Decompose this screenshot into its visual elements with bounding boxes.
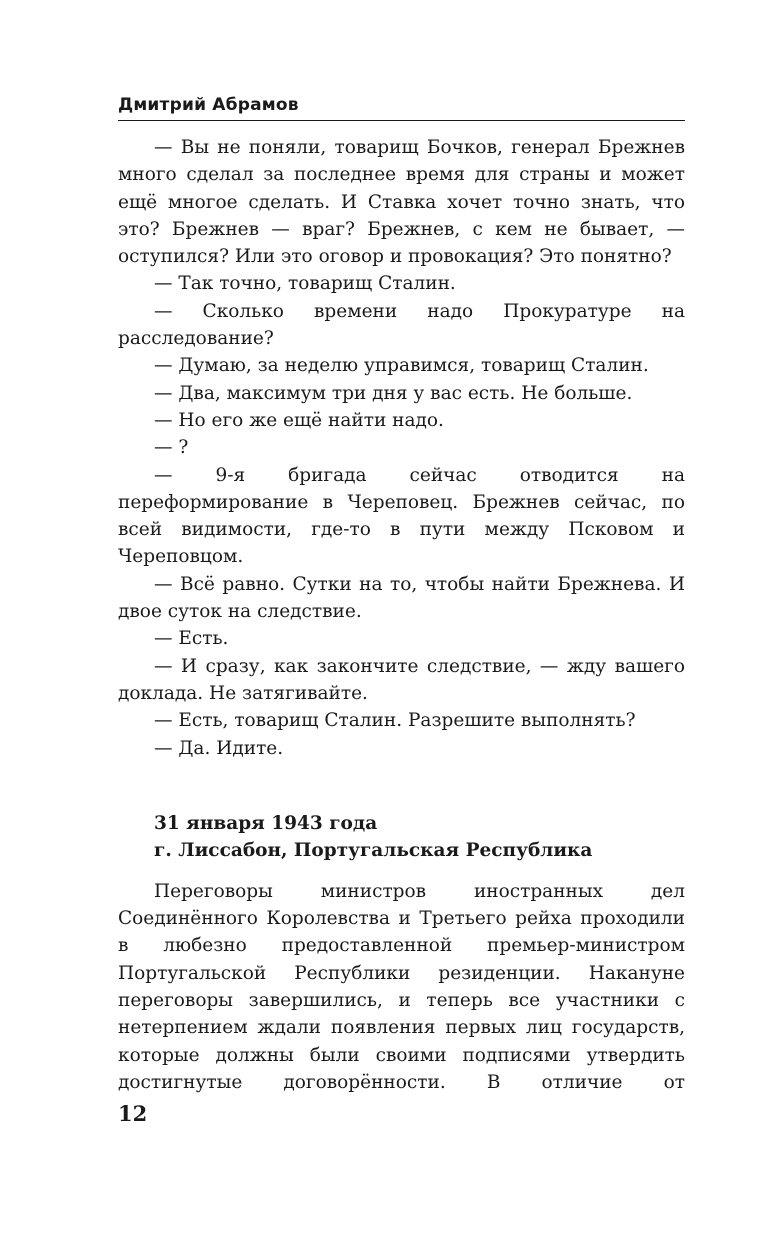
book-page — [118, 92, 685, 1096]
section-date: 31 января 1943 года — [154, 812, 378, 834]
dialogue-line: — Есть. — [154, 628, 229, 650]
page-number: 12 — [118, 1101, 148, 1126]
section-heading — [118, 810, 685, 864]
section-paragraph: Переговоры министров иностранных дел Соединённого Королевства и Третьего рейха проходили в любезно предоставленной премьер-министром Португальской Республики резиденции. Накануне переговоры завершились, и теперь все участники с нетерпением ждали появления первых лиц государств, которые должны были своими подписями утвердить достигнутые договорённости. В отличие от — [118, 880, 685, 1093]
dialogue-line: — 9-я бригада сейчас отводится на переформирование в Череповец. Брежнев сейчас, по всей видимости, где-то в пути между Псковом и Череповцом. — [118, 464, 685, 568]
dialogue-line: — Два, максимум три дня у вас есть. Не больше. — [154, 382, 633, 404]
section-body — [118, 878, 685, 1096]
dialogue-block — [118, 134, 685, 762]
dialogue-line: — Так точно, товарищ Сталин. — [154, 273, 456, 295]
dialogue-line: — Но его же ещё найти надо. — [154, 409, 444, 431]
dialogue-line: — Сколько времени надо Прокуратуре на расследование? — [118, 300, 685, 350]
running-head-author: Дмитрий Абрамов — [118, 92, 685, 121]
dialogue-line: — И сразу, как закончите следствие, — жду вашего доклада. Не затягивайте. — [118, 655, 685, 704]
section-place: г. Лиссабон, Португальская Республика — [154, 839, 593, 861]
dialogue-line: — Есть, товарищ Сталин. Разрешите выполнять? — [154, 710, 636, 732]
dialogue-line: — ? — [154, 437, 189, 459]
dialogue-line: — Вы не поняли, товарищ Бочков, генерал Брежнев много сделал за последнее время для страны и может ещё многое сделать. И Ставка хочет точно знать, что это? Брежнев — враг? Брежнев, с кем не бывает, — оступился? Или это оговор и провокация? Это понятно? — [118, 137, 685, 268]
dialogue-line: — Думаю, за неделю управимся, товарищ Сталин. — [154, 355, 649, 377]
dialogue-line: — Да. Идите. — [154, 737, 284, 759]
dialogue-line: — Всё равно. Сутки на то, чтобы найти Брежнева. И двое суток на следствие. — [118, 573, 685, 623]
